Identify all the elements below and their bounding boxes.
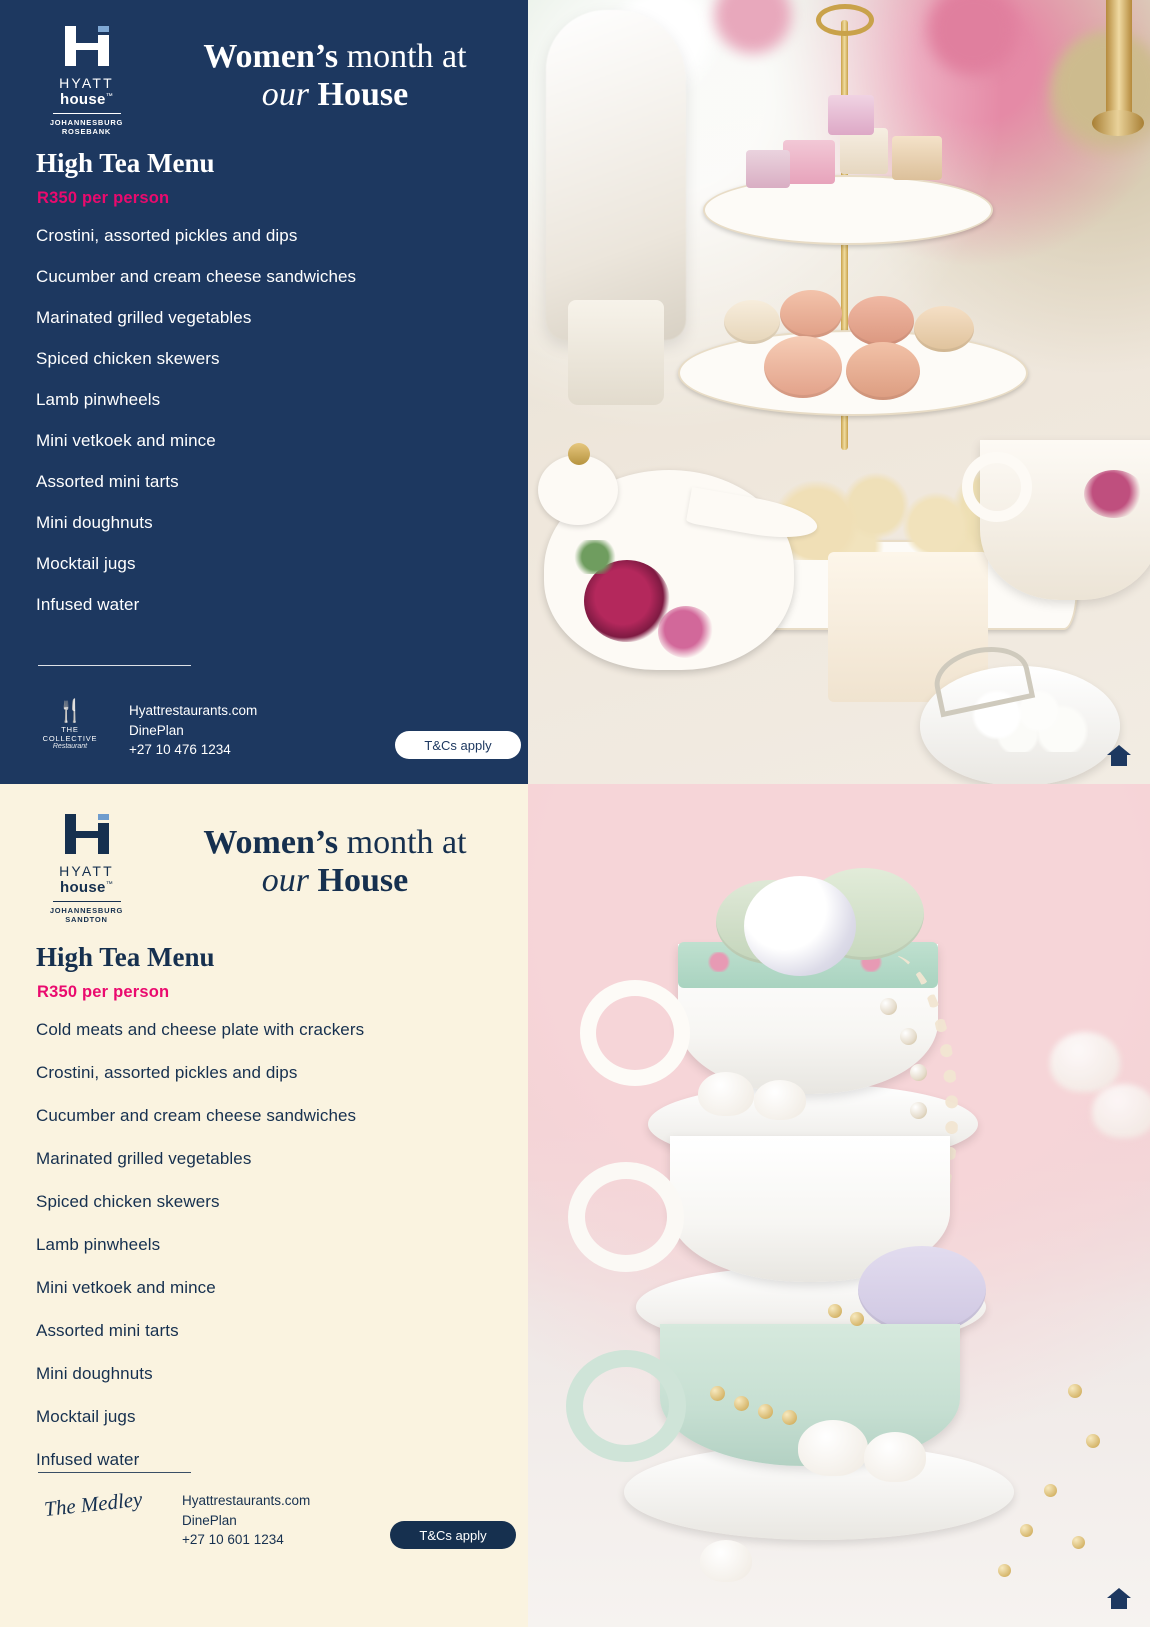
macaron-vanilla [724, 300, 780, 344]
menu-item: Assorted mini tarts [36, 472, 179, 491]
menu-item: Crostini, assorted pickles and dips [36, 1063, 298, 1082]
menu-item: Lamb pinwheels [36, 390, 161, 409]
menu-item: Lamb pinwheels [36, 1235, 161, 1254]
petit-four-rose [746, 150, 790, 188]
logo-city-line2: SANDTON [65, 915, 108, 925]
gold-bead [1068, 1384, 1082, 1398]
menu-item: Marinated grilled vegetables [36, 308, 252, 327]
teacup-middle-handle [568, 1162, 684, 1272]
logo-brand-text: HYATT [59, 863, 114, 879]
meringue-kiss [754, 1080, 806, 1120]
gold-bead [782, 1410, 797, 1425]
logo-brand-text: HYATT [59, 75, 114, 91]
menu-item: Cold meats and cheese plate with crackers [36, 1020, 365, 1039]
gold-bead [850, 1312, 864, 1326]
headline-line1-bold: Women’s [203, 824, 339, 861]
cutlery-icon: 🍴 [56, 698, 84, 723]
logo-house-text: house™ [60, 879, 113, 896]
headline-line1-rest: month at [338, 824, 467, 861]
footer-booking[interactable]: DinePlan [182, 1512, 237, 1528]
hyatt-h-mark-icon [65, 814, 109, 854]
macaron-large-front-2 [846, 342, 920, 400]
menu-items-rosebank [36, 226, 356, 615]
headline-rosebank [160, 38, 510, 114]
stand-handle-ring [816, 4, 874, 36]
logo-divider [53, 113, 121, 114]
menu-item: Mini vetkoek and mince [36, 1278, 216, 1297]
gold-bead [734, 1396, 749, 1411]
logo-trademark: ™ [105, 93, 113, 100]
meringue-kiss [864, 1432, 926, 1482]
menu-title-sandton: High Tea Menu [36, 942, 215, 972]
teacup-right-handle [962, 452, 1032, 522]
photo-stacked-teacups [528, 784, 1150, 1627]
logo-city-line1: JOHANNESBURG [49, 118, 124, 127]
macaron-peach [780, 290, 842, 338]
headline-line2-italic: our [261, 76, 310, 114]
menu-item: Infused water [36, 1450, 140, 1469]
headline-line2-italic: our [261, 862, 310, 900]
menu-item: Marinated grilled vegetables [36, 1149, 252, 1168]
teapot-lid [538, 455, 618, 525]
headline-line1-bold: Women’s [203, 38, 339, 75]
menu-price-sandton: R350 per person [37, 983, 170, 1001]
teapot-knob [568, 443, 590, 465]
photo-high-tea-stand [528, 0, 1150, 784]
photo-background [528, 784, 1150, 1627]
petit-four-top [828, 95, 874, 135]
logo-city-line1: JOHANNESBURG [49, 906, 124, 915]
meringue-blurred [1050, 1032, 1120, 1092]
logo-city-line2: ROSEBANK [61, 127, 112, 137]
bokeh-4 [1048, 30, 1150, 170]
panel-content-rosebank [0, 0, 528, 784]
menu-title-rosebank: High Tea Menu [36, 148, 215, 178]
macaron-lavender [858, 1246, 986, 1334]
menu-price-rosebank: R350 per person [37, 189, 170, 207]
menu-item: Mini vetkoek and mince [36, 431, 216, 450]
menu-item: Mocktail jugs [36, 554, 136, 573]
petit-four-caramel [892, 136, 942, 180]
bokeh-rose-2 [918, 0, 1028, 80]
logo-divider [53, 901, 121, 902]
footer-rule [38, 665, 191, 666]
menu-item: Crostini, assorted pickles and dips [36, 226, 298, 245]
headline-sandton [160, 824, 510, 900]
menu-item: Mini doughnuts [36, 513, 153, 532]
footer-contact-rosebank [129, 701, 257, 760]
meringue-kiss [700, 1540, 752, 1582]
gold-bead [758, 1404, 773, 1419]
menu-item: Cucumber and cream cheese sandwiches [36, 267, 357, 286]
hyatt-h-mark-icon [65, 26, 109, 66]
meringue-kiss [698, 1072, 754, 1116]
headline-line1-rest: month at [338, 38, 467, 75]
pearl-bead [880, 998, 897, 1015]
footer-contact-sandton [182, 1491, 310, 1550]
footer-phone[interactable]: +27 10 476 1234 [129, 742, 231, 758]
menu-item: Assorted mini tarts [36, 1321, 179, 1340]
the-medley-logo: The Medley [42, 1486, 144, 1522]
gold-bead [1020, 1524, 1033, 1537]
gold-bead [1044, 1484, 1057, 1497]
poster-panel-rosebank [0, 0, 1150, 784]
pearl-bead [910, 1064, 927, 1081]
logo-house-text: house™ [60, 91, 113, 108]
decor-bust-sculpture [546, 10, 686, 340]
panel-content-sandton [0, 784, 528, 1627]
menu-item: Infused water [36, 595, 140, 614]
headline-line2-bold: House [309, 862, 409, 900]
macaron-salmon [848, 296, 914, 346]
petit-four-pink [783, 140, 835, 184]
meringue-kiss [798, 1420, 868, 1476]
terms-badge-sandton[interactable]: T&Cs apply [390, 1521, 516, 1549]
menu-items-sandton [36, 1020, 364, 1470]
the-collective-logo [34, 700, 106, 750]
teacup-bottom-handle [566, 1350, 686, 1462]
teacup-rose-motif [1084, 470, 1144, 518]
menu-item: Cucumber and cream cheese sandwiches [36, 1106, 357, 1125]
gold-bead [710, 1386, 725, 1401]
pearl-bead [910, 1102, 927, 1119]
menu-item: Mini doughnuts [36, 1364, 153, 1383]
gold-bead [1072, 1536, 1085, 1549]
menu-item: Mocktail jugs [36, 1407, 136, 1426]
footer-phone[interactable]: +27 10 601 1234 [182, 1532, 284, 1548]
macaron-almond [914, 306, 974, 352]
decor-candlestick [1106, 0, 1132, 120]
gold-bead [1086, 1434, 1100, 1448]
hyatt-house-mark-icon [1106, 742, 1132, 768]
terms-badge-rosebank[interactable]: T&Cs apply [395, 731, 521, 759]
photo-background [528, 0, 1150, 784]
teacup-top-handle [580, 980, 690, 1086]
footer-booking[interactable]: DinePlan [129, 722, 184, 738]
decor-candlestick-base [1092, 110, 1144, 136]
decor-bust-pedestal [568, 300, 664, 405]
macaron-large-front [764, 336, 842, 398]
pearl-bead [900, 1028, 917, 1045]
logo-trademark: ™ [105, 881, 113, 888]
gold-bead [998, 1564, 1011, 1577]
teapot-leaf-motif [572, 540, 618, 574]
hyatt-house-logo-sandton [34, 814, 139, 925]
teacup-floral-motif [706, 952, 732, 972]
hyatt-house-logo-rosebank [34, 26, 139, 137]
footer-rule [38, 1472, 191, 1473]
teapot-rose-motif-2 [658, 606, 714, 658]
poster-panel-sandton [0, 784, 1150, 1627]
meringue-blurred [1092, 1084, 1150, 1138]
menu-item: Spiced chicken skewers [36, 1192, 220, 1211]
menu-item: Spiced chicken skewers [36, 349, 220, 368]
footer-website[interactable]: Hyattrestaurants.com [182, 1493, 311, 1508]
outlet-subtitle: Restaurant [52, 743, 88, 750]
outlet-name: THE COLLECTIVE [42, 725, 98, 743]
gold-bead [828, 1304, 842, 1318]
footer-website[interactable]: Hyattrestaurants.com [129, 703, 258, 718]
hyatt-house-mark-icon [1106, 1585, 1132, 1611]
headline-line2-bold: House [309, 76, 409, 114]
